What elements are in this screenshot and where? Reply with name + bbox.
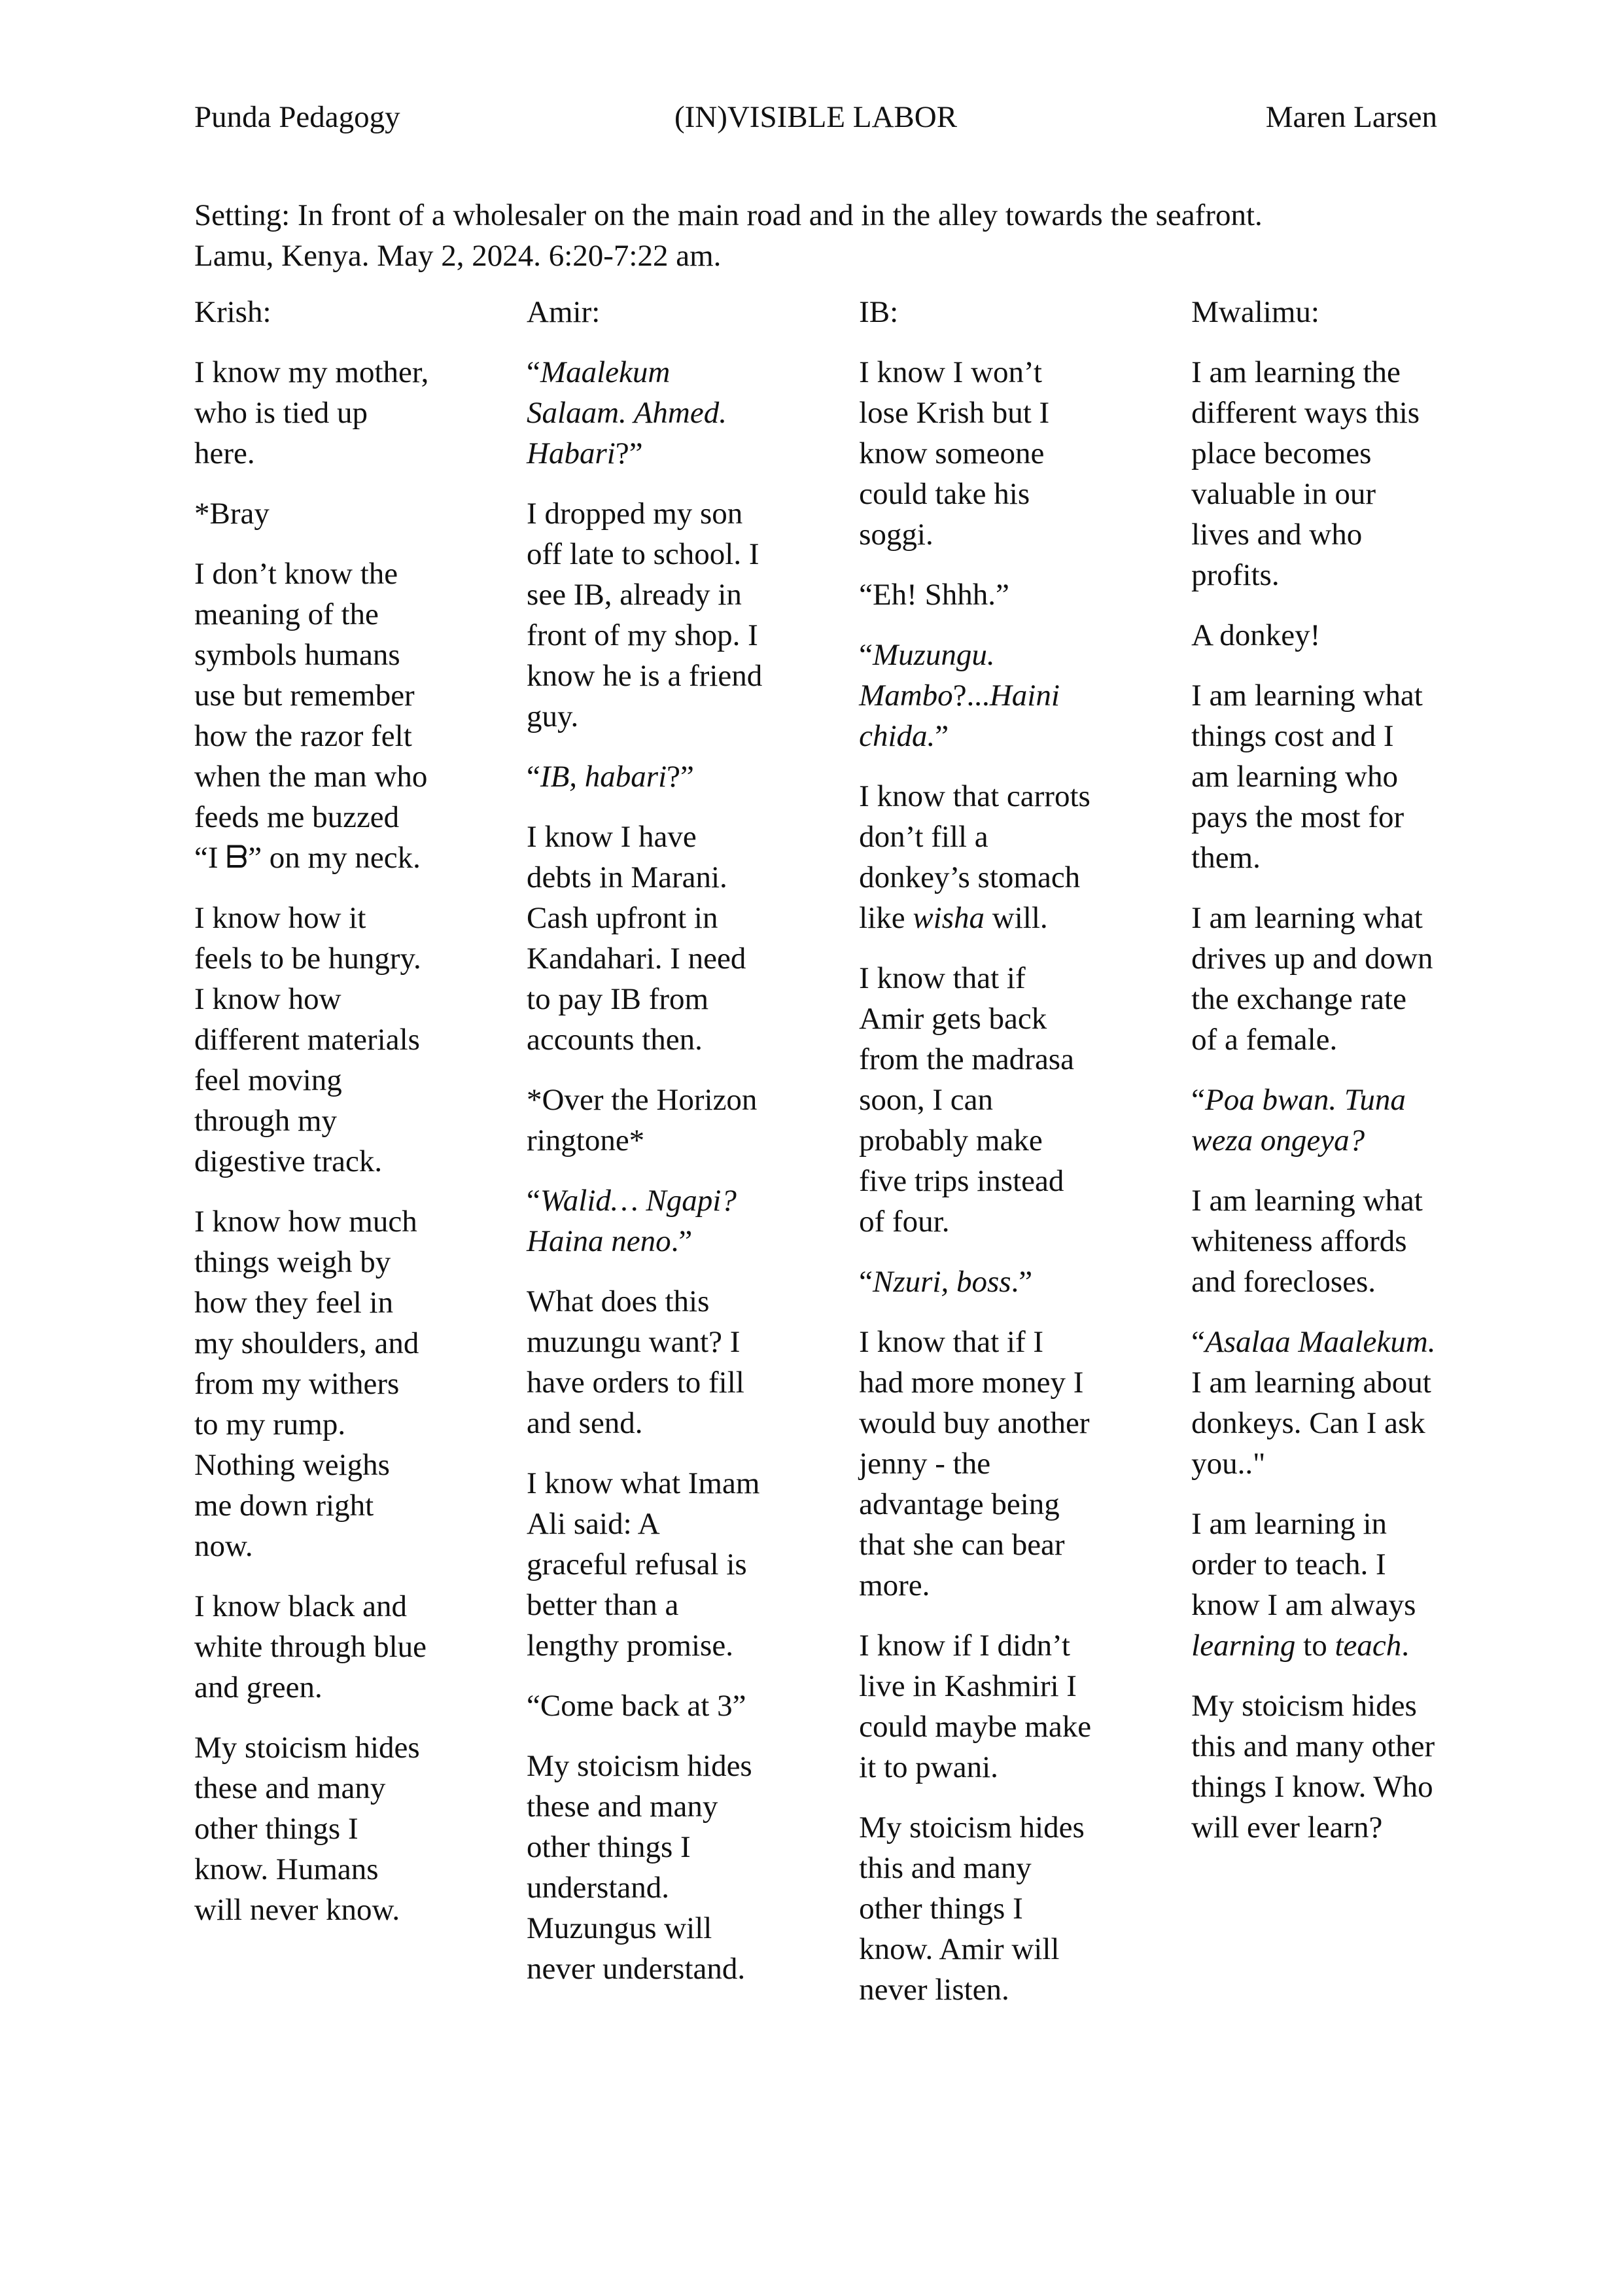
paragraph-text: “Eh! Shhh.” xyxy=(859,578,1009,612)
column-paragraphs xyxy=(194,352,430,1930)
column-paragraph xyxy=(194,898,430,1182)
column-paragraph xyxy=(527,1080,763,1161)
column-paragraph xyxy=(527,1463,763,1666)
paragraph-text: . xyxy=(1401,1629,1410,1663)
column-paragraphs xyxy=(1191,352,1437,1848)
paragraph-text: I am learning what whiteness affords and forecloses. xyxy=(1191,1184,1423,1299)
setting-line-1: Setting: In front of a wholesaler on the main road and in the alley towards the seafront. xyxy=(194,198,1263,232)
paragraph-text: “ xyxy=(1191,1083,1206,1117)
column-speaker-name: Mwalimu: xyxy=(1191,295,1319,329)
column-paragraph xyxy=(859,1322,1095,1606)
column-ib xyxy=(859,292,1095,2030)
paragraph-text: I know I have debts in Marani. Cash upfront in Kandahari. I need to pay IB from accounts then. xyxy=(527,820,746,1057)
paragraph-text: “ xyxy=(527,1184,540,1218)
paragraph-text: My stoicism hides these and many other things I understand. Muzungus will never understand. xyxy=(527,1749,752,1986)
paragraph-text: ?” xyxy=(615,436,643,470)
header-author: Maren Larsen xyxy=(1265,100,1437,134)
paragraph-text: .” xyxy=(1011,1265,1033,1299)
column-paragraph xyxy=(527,1746,763,1989)
italic-text: IB, habari xyxy=(540,760,667,794)
italic-text: wisha xyxy=(913,901,985,935)
paragraph-text: ” xyxy=(935,719,949,753)
column-speaker-name: Amir: xyxy=(527,295,601,329)
italic-text: teach xyxy=(1335,1629,1402,1663)
paragraph-text: to xyxy=(1295,1629,1335,1663)
paragraph-text: .” xyxy=(671,1224,693,1258)
paragraph-text: “ xyxy=(859,1265,873,1299)
column-paragraph xyxy=(1191,1180,1437,1302)
paragraph-text: I am learning what things cost and I am learning who pays the most for them. xyxy=(1191,679,1423,875)
paragraph-text: will. xyxy=(985,901,1048,935)
paragraph-text: I am learning about donkeys. Can I ask you.." xyxy=(1191,1366,1431,1481)
paragraph-text: I know that carrots don’t fill a donkey’s stomach like xyxy=(859,779,1091,935)
italic-text: Nzuri, boss xyxy=(872,1265,1011,1299)
italic-text: Muzungu. Mambo xyxy=(859,638,995,713)
italic-text: Asalaa Maalekum. xyxy=(1205,1325,1436,1359)
header-author-project: Punda Pedagogy xyxy=(194,100,400,134)
paragraph-text: I know my mother, who is tied up here. xyxy=(194,355,429,470)
paragraph-text: ?... xyxy=(952,679,990,713)
voices-columns xyxy=(194,292,1437,2030)
column-paragraph xyxy=(1191,675,1437,878)
column-paragraph xyxy=(194,352,430,474)
column-paragraphs xyxy=(527,352,763,1989)
column-paragraph xyxy=(859,635,1095,756)
setting-description xyxy=(194,195,1437,276)
column-paragraph xyxy=(1191,615,1437,656)
paragraph-text: I know I won’t lose Krish but I know someone could take his soggi. xyxy=(859,355,1050,552)
italic-text: learning xyxy=(1191,1629,1296,1663)
page-header xyxy=(194,97,1437,137)
column-speaker-name: Krish: xyxy=(194,295,271,329)
paragraph-text: *Bray xyxy=(194,497,270,531)
column-paragraph xyxy=(1191,352,1437,595)
paragraph-text: I don’t know the meaning of the symbols humans use but remember how the razor felt when the man who feeds me buzzed “I ᗷ” on my neck. xyxy=(194,557,428,875)
italic-text: Poa bwan. Tuna weza ongeya? xyxy=(1191,1083,1406,1157)
paragraph-text: I know black and white through blue and green. xyxy=(194,1589,427,1704)
setting-line-2: Lamu, Kenya. May 2, 2024. 6:20-7:22 am. xyxy=(194,239,722,273)
header-title: (IN)VISIBLE LABOR xyxy=(674,100,958,134)
column-paragraph xyxy=(194,1727,430,1930)
column-paragraph xyxy=(194,493,430,534)
paragraph-text: I know that if I had more money I would buy another jenny - the advantage being that she can bear more. xyxy=(859,1325,1090,1602)
italic-text: Haini chida. xyxy=(859,679,1060,753)
column-paragraph xyxy=(859,1807,1095,2010)
column-paragraph xyxy=(859,574,1095,615)
paragraph-text: My stoicism hides these and many other things I know. Humans will never know. xyxy=(194,1731,420,1927)
column-paragraph xyxy=(527,493,763,737)
column-krish xyxy=(194,292,430,2030)
paragraph-text: I know how much things weigh by how they feel in my shoulders, and from my withers to my rump. Nothing weighs me down right now. xyxy=(194,1205,419,1563)
paragraph-text: I am learning in order to teach. I know I am always xyxy=(1191,1507,1416,1622)
paragraph-text: ?” xyxy=(667,760,694,794)
column-paragraph xyxy=(527,352,763,474)
paragraph-text: I am learning what drives up and down the exchange rate of a female. xyxy=(1191,901,1433,1057)
column-paragraph xyxy=(194,1586,430,1708)
column-paragraph xyxy=(527,756,763,797)
column-amir xyxy=(527,292,763,2030)
column-paragraph xyxy=(527,1180,763,1262)
document-page xyxy=(194,97,1437,2030)
column-paragraph xyxy=(1191,1322,1437,1484)
italic-text: Maalekum Salaam. Ahmed. Habari xyxy=(527,355,727,470)
paragraph-text: I am learning the different ways this place becomes valuable in our lives and who profits. xyxy=(1191,355,1420,592)
paragraph-text: My stoicism hides this and many other things I know. Amir will never listen. xyxy=(859,1810,1085,2007)
column-paragraph xyxy=(859,352,1095,555)
paragraph-text: “ xyxy=(859,638,873,672)
column-paragraph xyxy=(859,1625,1095,1788)
italic-text: Walid… Ngapi? Haina neno xyxy=(527,1184,737,1258)
paragraph-text: My stoicism hides this and many other things I know. Who will ever learn? xyxy=(1191,1689,1435,1845)
column-paragraph xyxy=(859,958,1095,1242)
column-paragraph xyxy=(194,554,430,878)
column-paragraph xyxy=(527,817,763,1060)
paragraph-text: I dropped my son off late to school. I see IB, already in front of my shop. I know he is a friend guy. xyxy=(527,497,763,733)
column-paragraph xyxy=(527,1281,763,1443)
column-paragraphs xyxy=(859,352,1095,2010)
column-paragraph xyxy=(1191,1504,1437,1666)
paragraph-text: “ xyxy=(1191,1325,1206,1359)
column-mwalimu xyxy=(1191,292,1437,2030)
paragraph-text: I know how it feels to be hungry. I know how different materials feel moving through my digestive track. xyxy=(194,901,421,1178)
paragraph-text: “Come back at 3” xyxy=(527,1689,746,1723)
column-paragraph xyxy=(1191,1080,1437,1161)
paragraph-text: “ xyxy=(527,355,540,389)
paragraph-text: *Over the Horizon ringtone* xyxy=(527,1083,758,1157)
column-paragraph xyxy=(1191,1686,1437,1848)
paragraph-text: I know what Imam Ali said: A graceful refusal is better than a lengthy promise. xyxy=(527,1466,760,1663)
paragraph-text: “ xyxy=(527,760,540,794)
column-paragraph xyxy=(527,1686,763,1726)
paragraph-text: A donkey! xyxy=(1191,618,1321,652)
column-paragraph xyxy=(859,1262,1095,1302)
paragraph-text: I know that if Amir gets back from the madrasa soon, I can probably make five trips instead of four. xyxy=(859,961,1074,1239)
paragraph-text: I know if I didn’t live in Kashmiri I could maybe make it to pwani. xyxy=(859,1629,1092,1784)
paragraph-text: What does this muzungu want? I have orders to fill and send. xyxy=(527,1284,744,1440)
column-paragraph xyxy=(1191,898,1437,1060)
column-paragraph xyxy=(194,1201,430,1566)
column-speaker-name: IB: xyxy=(859,295,899,329)
column-paragraph xyxy=(859,776,1095,938)
